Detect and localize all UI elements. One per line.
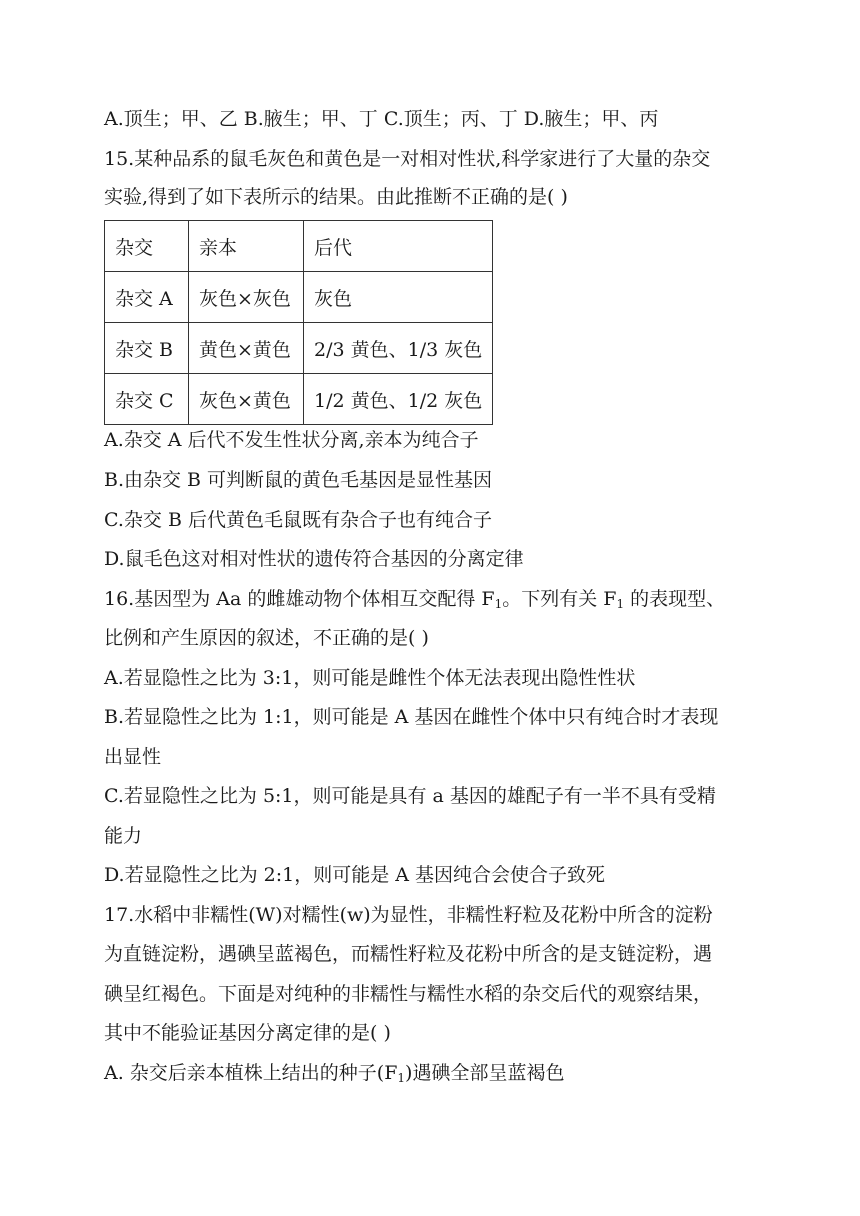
q16-stem-text: 。下列有关 F (502, 588, 617, 610)
q17-stem-line4: 其中不能验证基因分离定律的是( ) (104, 1022, 391, 1044)
q15-cross-table (104, 220, 493, 425)
q17-option-text: )遇碘全部呈蓝褐色 (405, 1062, 565, 1084)
table-cell: 黄色×黄色 (189, 323, 304, 374)
q17-option-text: A. 杂交后亲本植株上结出的种子(F (104, 1062, 398, 1084)
table-row (105, 272, 493, 323)
table-cell: 灰色×黄色 (189, 374, 304, 425)
q17-stem-line3: 碘呈红褐色。下面是对纯种的非糯性与糯性水稻的杂交后代的观察结果， (104, 983, 713, 1005)
q15-option-c: C.杂交 B 后代黄色毛鼠既有杂合子也有纯合子 (104, 509, 492, 531)
table-cell: 杂交 B (105, 323, 189, 374)
table-cell: 1/2 黄色、1/2 灰色 (304, 374, 493, 425)
table-row (105, 374, 493, 425)
table-cell: 灰色 (304, 272, 493, 323)
q16-stem-line1 (104, 586, 725, 612)
q15-stem-line2: 实验,得到了如下表所示的结果。由此推断不正确的是( ) (104, 186, 568, 208)
q17-stem-line1: 17.水稻中非糯性(W)对糯性(w)为显性，非糯性籽粒及花粉中所含的淀粉 (104, 904, 713, 926)
table-cell: 杂交 C (105, 374, 189, 425)
q14-options: A.顶生；甲、乙 B.腋生；甲、丁 C.顶生；丙、丁 D.腋生；甲、丙 (104, 108, 659, 130)
table-cell: 灰色×灰色 (189, 272, 304, 323)
q16-option-b-line1: B.若显隐性之比为 1:1，则可能是 A 基因在雌性个体中只有纯合时才表现 (104, 706, 719, 728)
table-row (105, 323, 493, 374)
q16-option-b-line2: 出显性 (104, 746, 162, 768)
table-header-cell: 亲本 (189, 221, 304, 272)
q15-option-d: D.鼠毛色这对相对性状的遗传符合基因的分离定律 (104, 548, 524, 570)
q15-stem-line1: 15.某种品系的鼠毛灰色和黄色是一对相对性状,科学家进行了大量的杂交 (104, 148, 711, 170)
q15-option-b: B.由杂交 B 可判断鼠的黄色毛基因是显性基因 (104, 469, 493, 491)
q15-option-a: A.杂交 A 后代不发生性状分离,亲本为纯合子 (104, 429, 479, 451)
table-cell: 2/3 黄色、1/3 灰色 (304, 323, 493, 374)
subscript: 1 (494, 597, 503, 611)
table-header-row (105, 221, 493, 272)
q16-option-d: D.若显隐性之比为 2:1，则可能是 A 基因纯合会使合子致死 (104, 864, 606, 886)
q16-option-c-line2: 能力 (104, 825, 143, 847)
q16-option-a: A.若显隐性之比为 3:1，则可能是雌性个体无法表现出隐性性状 (104, 667, 636, 689)
q16-stem-line2: 比例和产生原因的叙述，不正确的是( ) (104, 627, 429, 649)
q17-stem-line2: 为直链淀粉，遇碘呈蓝褐色，而糯性籽粒及花粉中所含的是支链淀粉，遇 (104, 943, 713, 965)
subscript: 1 (397, 1071, 406, 1085)
q16-stem-text: 的表现型、 (624, 588, 726, 610)
table-cell: 杂交 A (105, 272, 189, 323)
table-header-cell: 杂交 (105, 221, 189, 272)
subscript: 1 (616, 597, 625, 611)
table-header-cell: 后代 (304, 221, 493, 272)
q16-option-c-line1: C.若显隐性之比为 5:1，则可能是具有 a 基因的雄配子有一半不具有受精 (104, 785, 716, 807)
q16-stem-text: 16.基因型为 Aa 的雌雄动物个体相互交配得 F (104, 588, 495, 610)
q17-option-a (104, 1060, 564, 1086)
